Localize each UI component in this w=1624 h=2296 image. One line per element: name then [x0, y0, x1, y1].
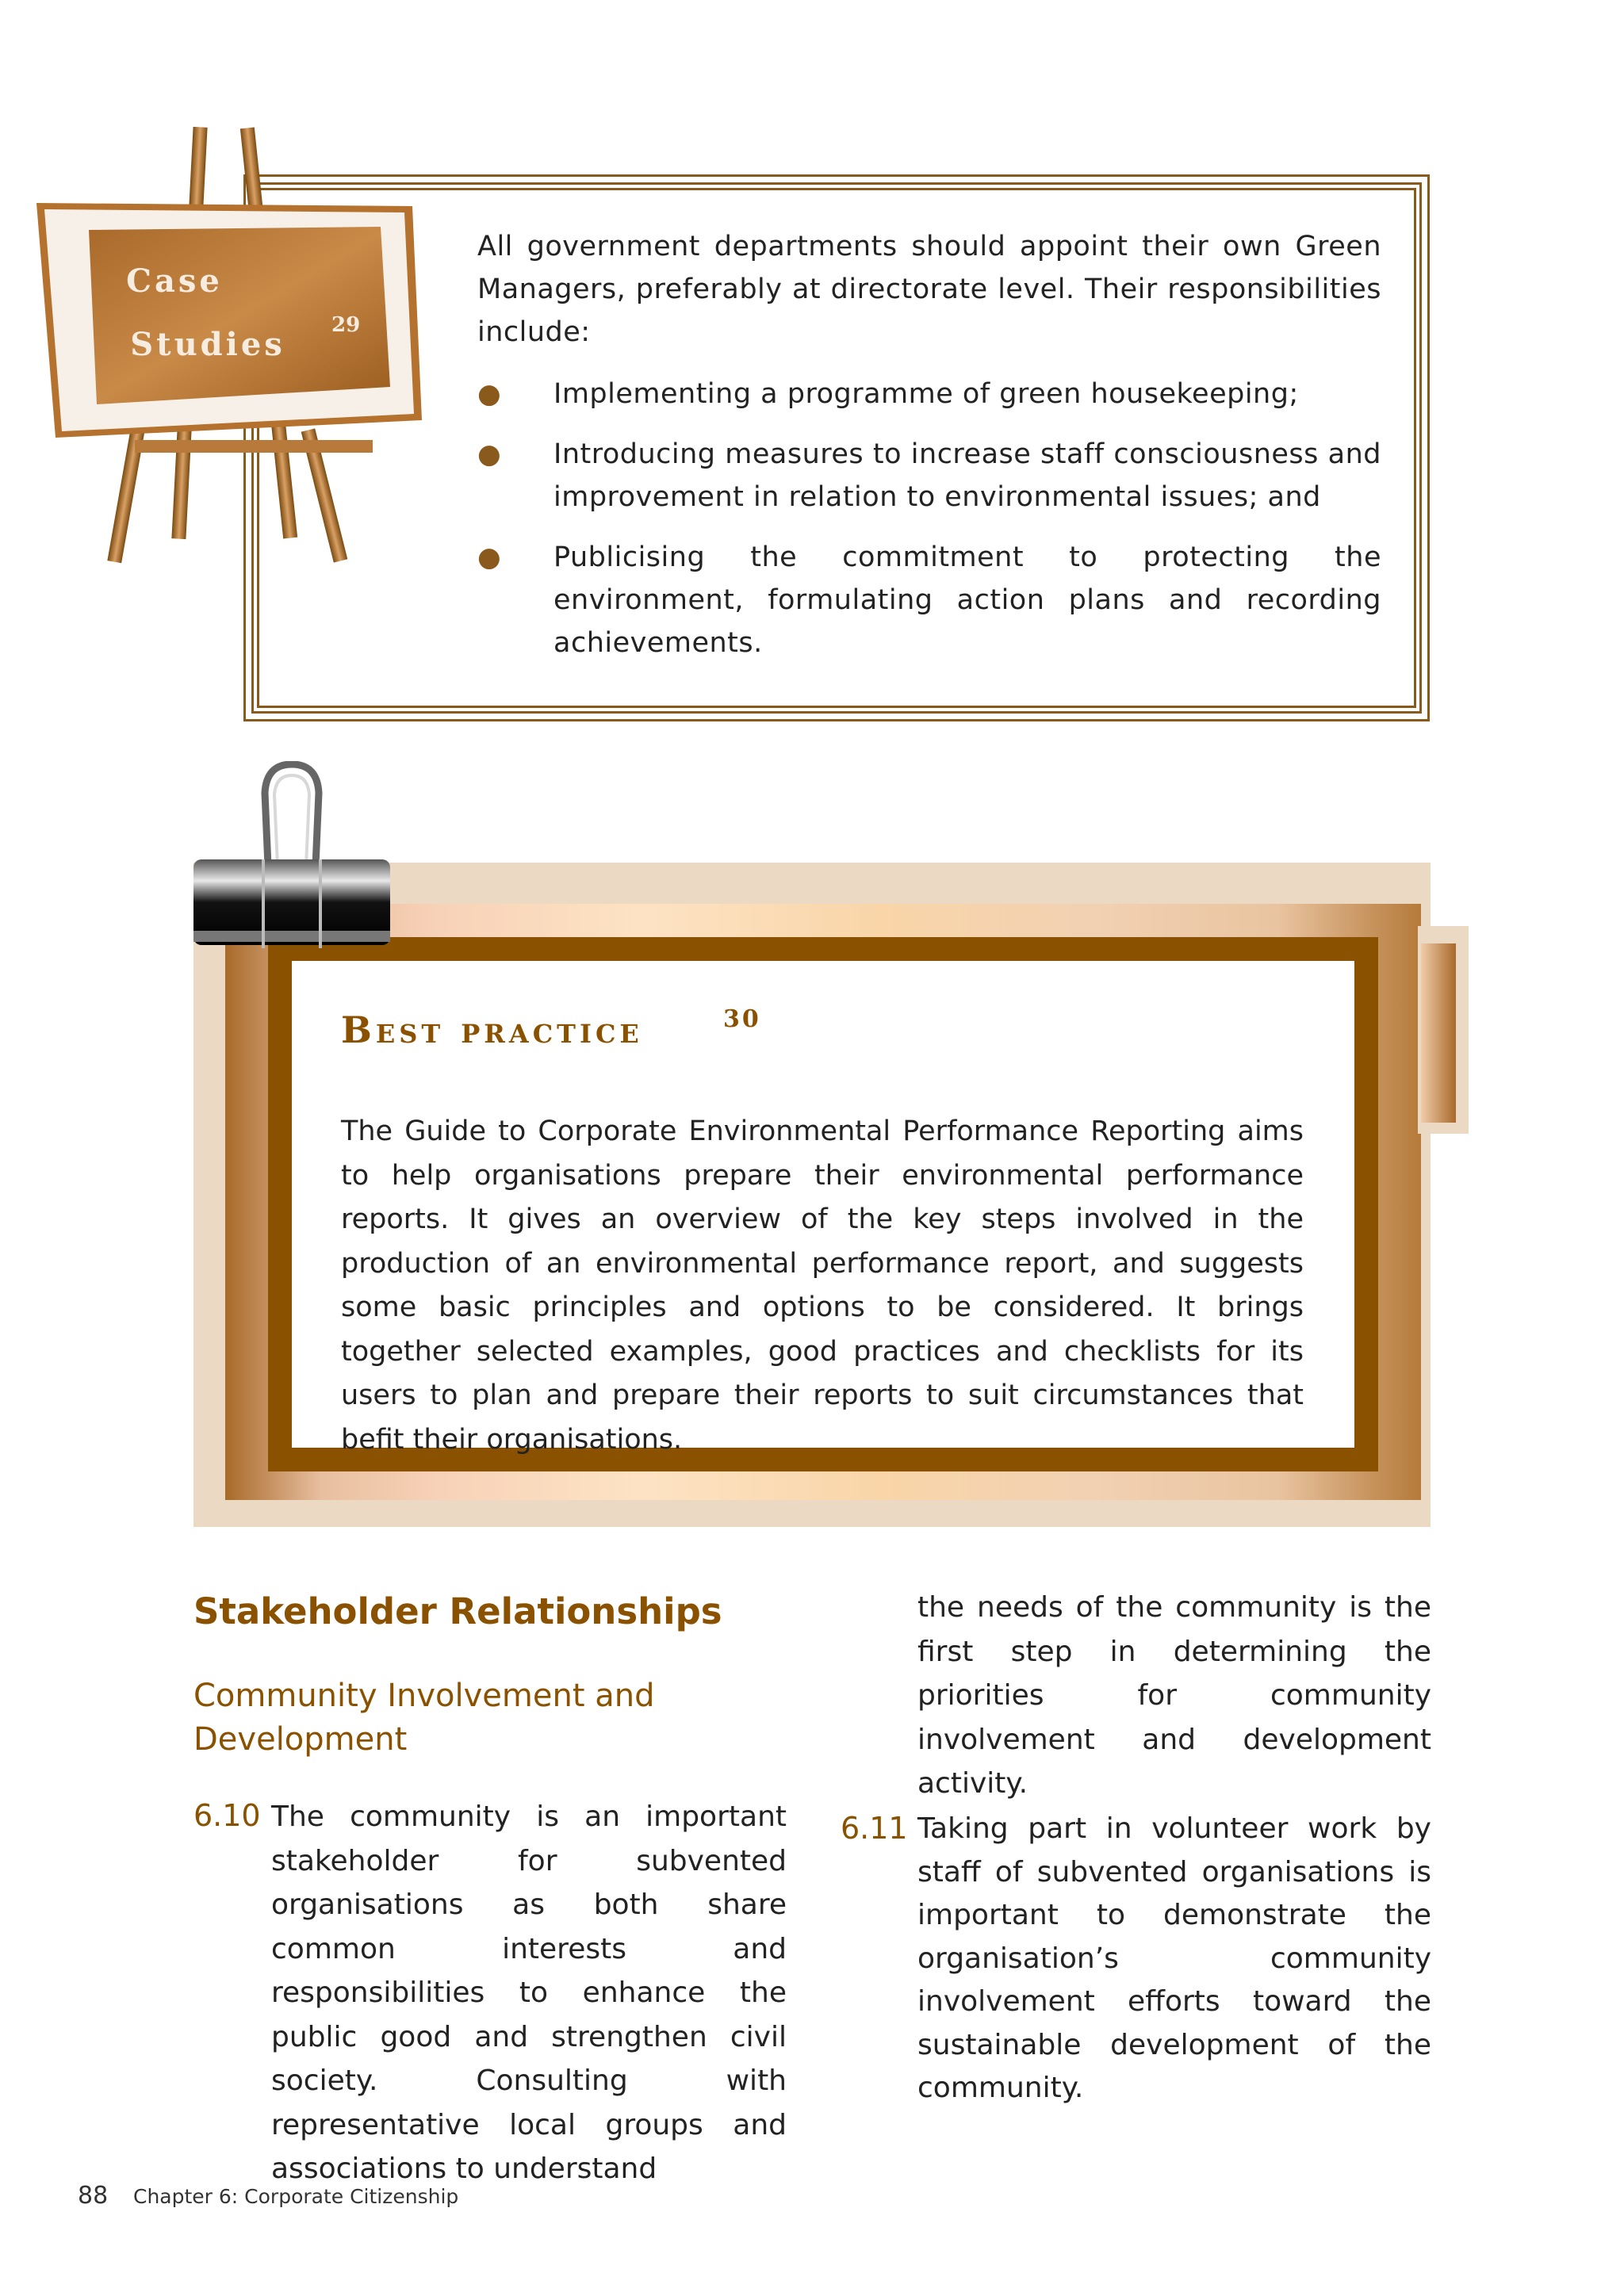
bullet-text: Implementing a programme of green housekeeping;: [553, 378, 1299, 410]
bullet-item: [477, 433, 1381, 520]
bullet-item: [477, 373, 1381, 420]
case-label-line2: Studies: [130, 326, 285, 363]
paragraph-text: Taking part in volunteer work by staff of subvented organisations is important to demonstrate the organisation’s community involvement efforts toward the sustainable development of the community.: [917, 1812, 1431, 2104]
paragraph-text: The community is an important stakeholder for subvented organisations as both share common interests and responsibilities to enhance the public good and strengthen civil society. Consulting with representative local groups and associations to understand: [271, 1800, 787, 2185]
bullet-item: [477, 536, 1381, 659]
best-practice-title: Best practice: [341, 1008, 643, 1051]
best-practice-tab-inner: [1421, 943, 1456, 1123]
case-intro-text: All government departments should appoint their own Green Managers, preferably at directorate level. Their responsibilities include:: [477, 231, 1381, 348]
bullet-icon: ●: [477, 541, 502, 573]
section-heading: Stakeholder Relationships: [193, 1590, 722, 1632]
paragraph-number: 6.11: [841, 1811, 908, 1846]
paragraph-continuation: the needs of the community is the first step in determining the priorities for community involvement and development activity.: [917, 1591, 1431, 1800]
bullet-text: Publicising the commitment to protecting the environment, formulating action plans and recording achievements.: [553, 541, 1381, 659]
bullet-icon: ●: [477, 438, 502, 470]
case-label-line1: Case: [126, 262, 223, 300]
best-practice-body: The Guide to Corporate Environmental Performance Reporting aims to help organisations prepare their environmental performance reports. It gives an overview of the key steps involved in the production of an environmental performance report, and suggests some basic principles and options to be considered. It brings together selected examples, good practices and checklists for its users to plan and prepare their reports to suit circumstances that befit their organisations.: [341, 1115, 1304, 1456]
best-practice-footnote: 30: [723, 1005, 761, 1033]
bullet-text: Introducing measures to increase staff consciousness and improvement in relation to environmental issues; and: [553, 438, 1381, 513]
case-footnote: 29: [331, 313, 361, 337]
chapter-label: Chapter 6: Corporate Citizenship: [133, 2185, 459, 2208]
bullet-icon: ●: [477, 378, 502, 410]
paragraph-number: 6.10: [193, 1798, 261, 1833]
easel-icon: [32, 127, 444, 571]
page-number: 88: [78, 2182, 109, 2210]
binder-clip-icon: [190, 761, 393, 969]
section-subheading: Community Involvement and Development: [193, 1678, 655, 1758]
